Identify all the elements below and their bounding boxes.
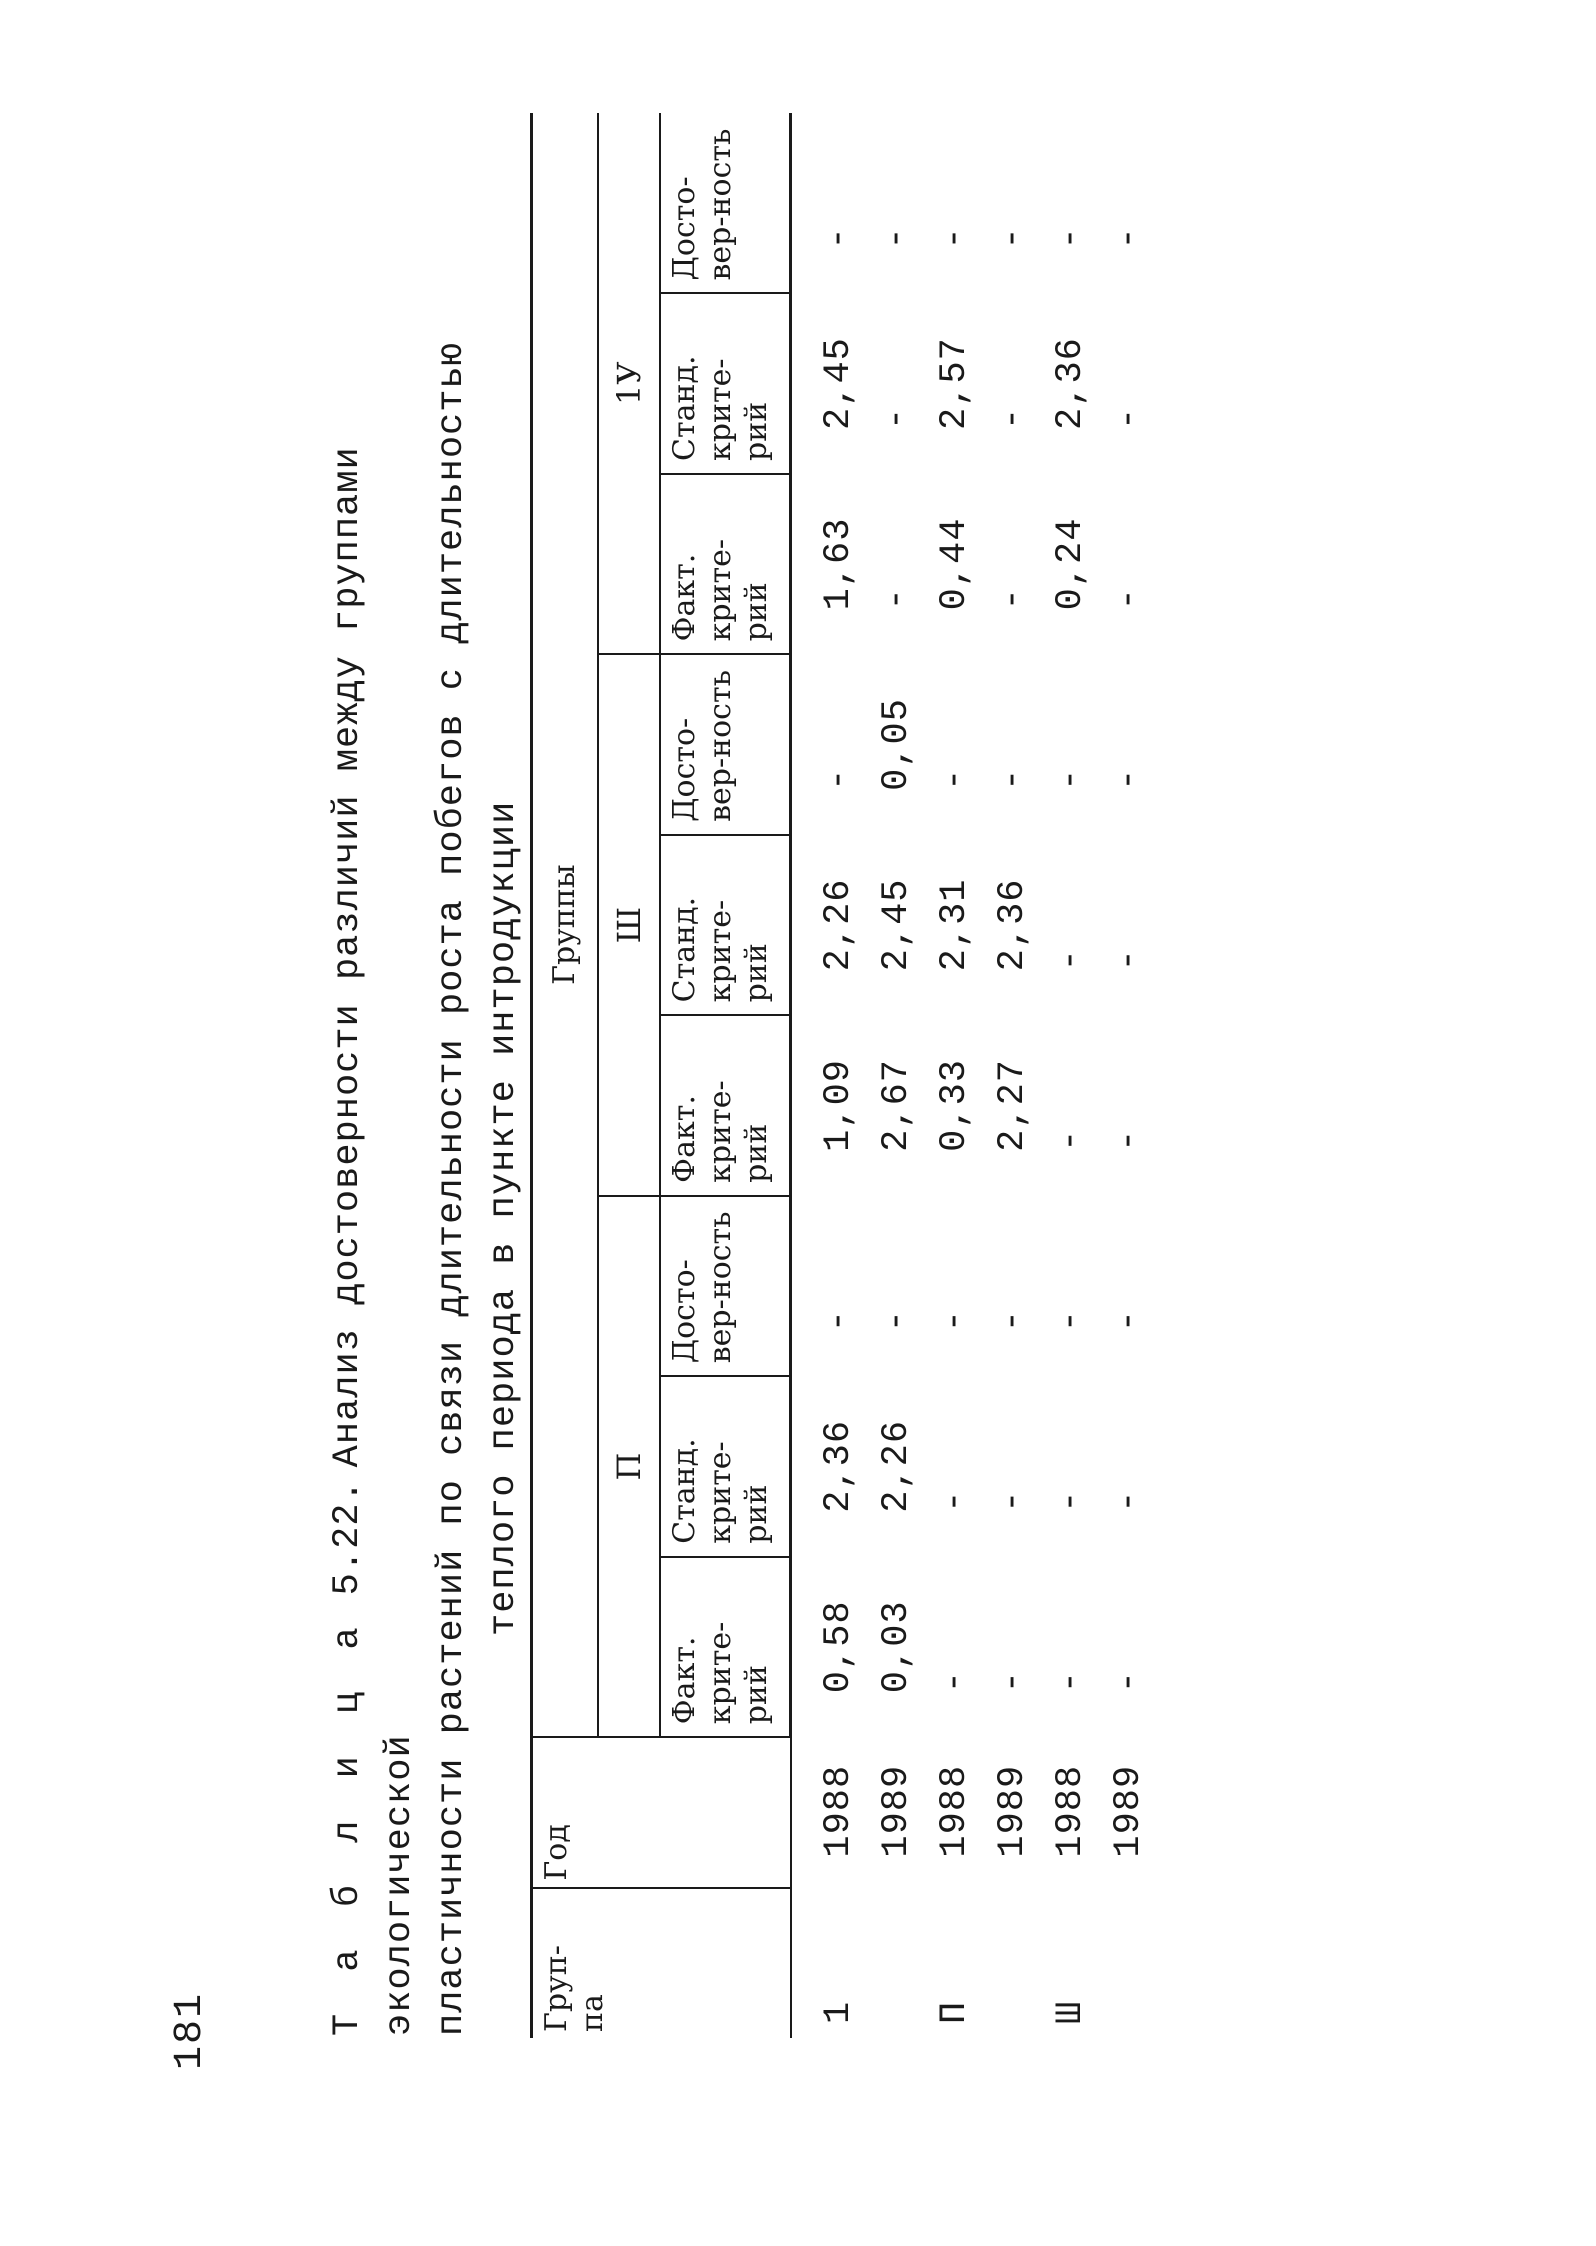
value-cell: -: [992, 406, 1034, 430]
value-cell: -: [818, 226, 860, 250]
group-cell: 1: [817, 2000, 860, 2024]
value-cell: 2,26: [876, 1419, 918, 1513]
value-cell: 2,45: [876, 878, 918, 972]
value-cell: 2,45: [818, 337, 860, 430]
table-row: [868, 113, 926, 2038]
value-cell: -: [992, 1489, 1034, 1513]
column-header: Станд. крите-рий: [660, 835, 791, 1015]
value-cell: -: [1108, 1128, 1150, 1152]
value-cell: -: [1108, 226, 1150, 250]
value-cell: 2,26: [818, 878, 860, 972]
value-cell: 0,33: [934, 1058, 976, 1152]
caption-line-2: пластичности растений по связи длительности роста побегов с длительностью: [431, 342, 473, 2036]
group-cell: Ш: [1050, 2000, 1092, 2024]
year-cell: 1988: [934, 1764, 976, 1858]
value-cell: -: [1108, 1670, 1150, 1694]
value-cell: 2,36: [818, 1419, 860, 1513]
caption-number: 5.22.: [327, 1479, 369, 1596]
column-header: Досто-вер-ность: [660, 654, 791, 834]
value-cell: -: [1050, 226, 1092, 250]
value-cell: -: [934, 1489, 976, 1513]
value-cell: -: [1108, 948, 1150, 972]
subgroup-header-ii: П: [598, 1196, 660, 1737]
value-cell: 2,57: [934, 337, 976, 430]
value-cell: -: [934, 1309, 976, 1333]
value-cell: 2,67: [876, 1058, 918, 1152]
value-cell: -: [1108, 767, 1150, 791]
value-cell: 0,03: [876, 1600, 918, 1694]
value-cell: 0,44: [934, 517, 976, 611]
year-cell: 1989: [876, 1764, 918, 1858]
value-cell: -: [1050, 948, 1092, 972]
column-header: Факт. крите-рий: [660, 1557, 791, 1737]
value-cell: -: [934, 226, 976, 250]
table-row: [1100, 113, 1158, 2038]
value-cell: -: [818, 1309, 860, 1333]
value-cell: 0,58: [818, 1600, 860, 1694]
value-cell: -: [876, 1309, 918, 1333]
value-cell: -: [992, 1670, 1034, 1694]
year-cell: 1988: [1050, 1764, 1092, 1858]
group-cell: [868, 1888, 926, 2038]
value-cell: -: [1050, 1670, 1092, 1694]
value-cell: 2,36: [992, 878, 1034, 972]
table-body: [791, 113, 1159, 2038]
data-table: [530, 113, 1158, 2038]
value-cell: -: [1050, 1128, 1092, 1152]
value-cell: -: [992, 587, 1034, 611]
value-cell: -: [1108, 1489, 1150, 1513]
value-cell: -: [1050, 767, 1092, 791]
column-header: Досто-вер-ность: [660, 113, 791, 293]
value-cell: 2,31: [934, 878, 976, 972]
caption-line-3: теплого периода в пункте интродукции: [483, 800, 525, 1636]
value-cell: 1,09: [818, 1058, 860, 1152]
column-header: Станд. крите-рий: [660, 1376, 791, 1556]
table-row: [984, 113, 1042, 2038]
group-cell: [984, 1888, 1042, 2038]
header-year: Год: [532, 1737, 791, 1887]
value-cell: -: [992, 767, 1034, 791]
value-cell: -: [934, 1670, 976, 1694]
subgroup-header-iv: 1У: [598, 113, 660, 654]
value-cell: -: [992, 1309, 1034, 1333]
year-cell: 1988: [817, 1764, 860, 1858]
header-group: Груп- па: [532, 1888, 791, 2038]
value-cell: 2,36: [1050, 337, 1092, 430]
value-cell: -: [1108, 587, 1150, 611]
value-cell: -: [876, 406, 918, 430]
column-header: Станд. крите-рий: [660, 293, 791, 473]
page-number: 181: [168, 1991, 213, 2070]
value-cell: -: [818, 767, 860, 791]
value-cell: -: [1108, 406, 1150, 430]
subgroup-header-iii: Ш: [598, 654, 660, 1195]
value-cell: -: [934, 767, 976, 791]
value-cell: -: [992, 226, 1034, 250]
column-header: Факт. крите-рий: [660, 474, 791, 654]
year-cell: 1989: [992, 1764, 1034, 1858]
table-row: [926, 113, 984, 2038]
value-cell: 1,63: [818, 517, 860, 611]
table-caption: [322, 136, 530, 2036]
column-header: Факт. крите-рий: [660, 1015, 791, 1195]
caption-line-1: Анализ достоверности различий между группами экологической: [327, 446, 421, 2036]
value-cell: -: [1108, 1309, 1150, 1333]
value-cell: 0,24: [1050, 517, 1092, 611]
value-cell: 2,27: [992, 1058, 1034, 1152]
value-cell: -: [1050, 1489, 1092, 1513]
group-cell: [1100, 1888, 1158, 2038]
year-cell: 1989: [1108, 1764, 1150, 1858]
column-header: Досто-вер-ность: [660, 1196, 791, 1376]
value-cell: -: [1050, 1309, 1092, 1333]
table-row: [1042, 113, 1100, 2038]
group-cell: П: [934, 2000, 976, 2024]
header-groups: Группы: [532, 113, 599, 1737]
value-cell: -: [876, 587, 918, 611]
caption-lead: Т а б л и ц а: [327, 1617, 369, 2036]
table-row: [791, 113, 869, 2038]
value-cell: -: [876, 226, 918, 250]
value-cell: 0,05: [876, 698, 918, 791]
